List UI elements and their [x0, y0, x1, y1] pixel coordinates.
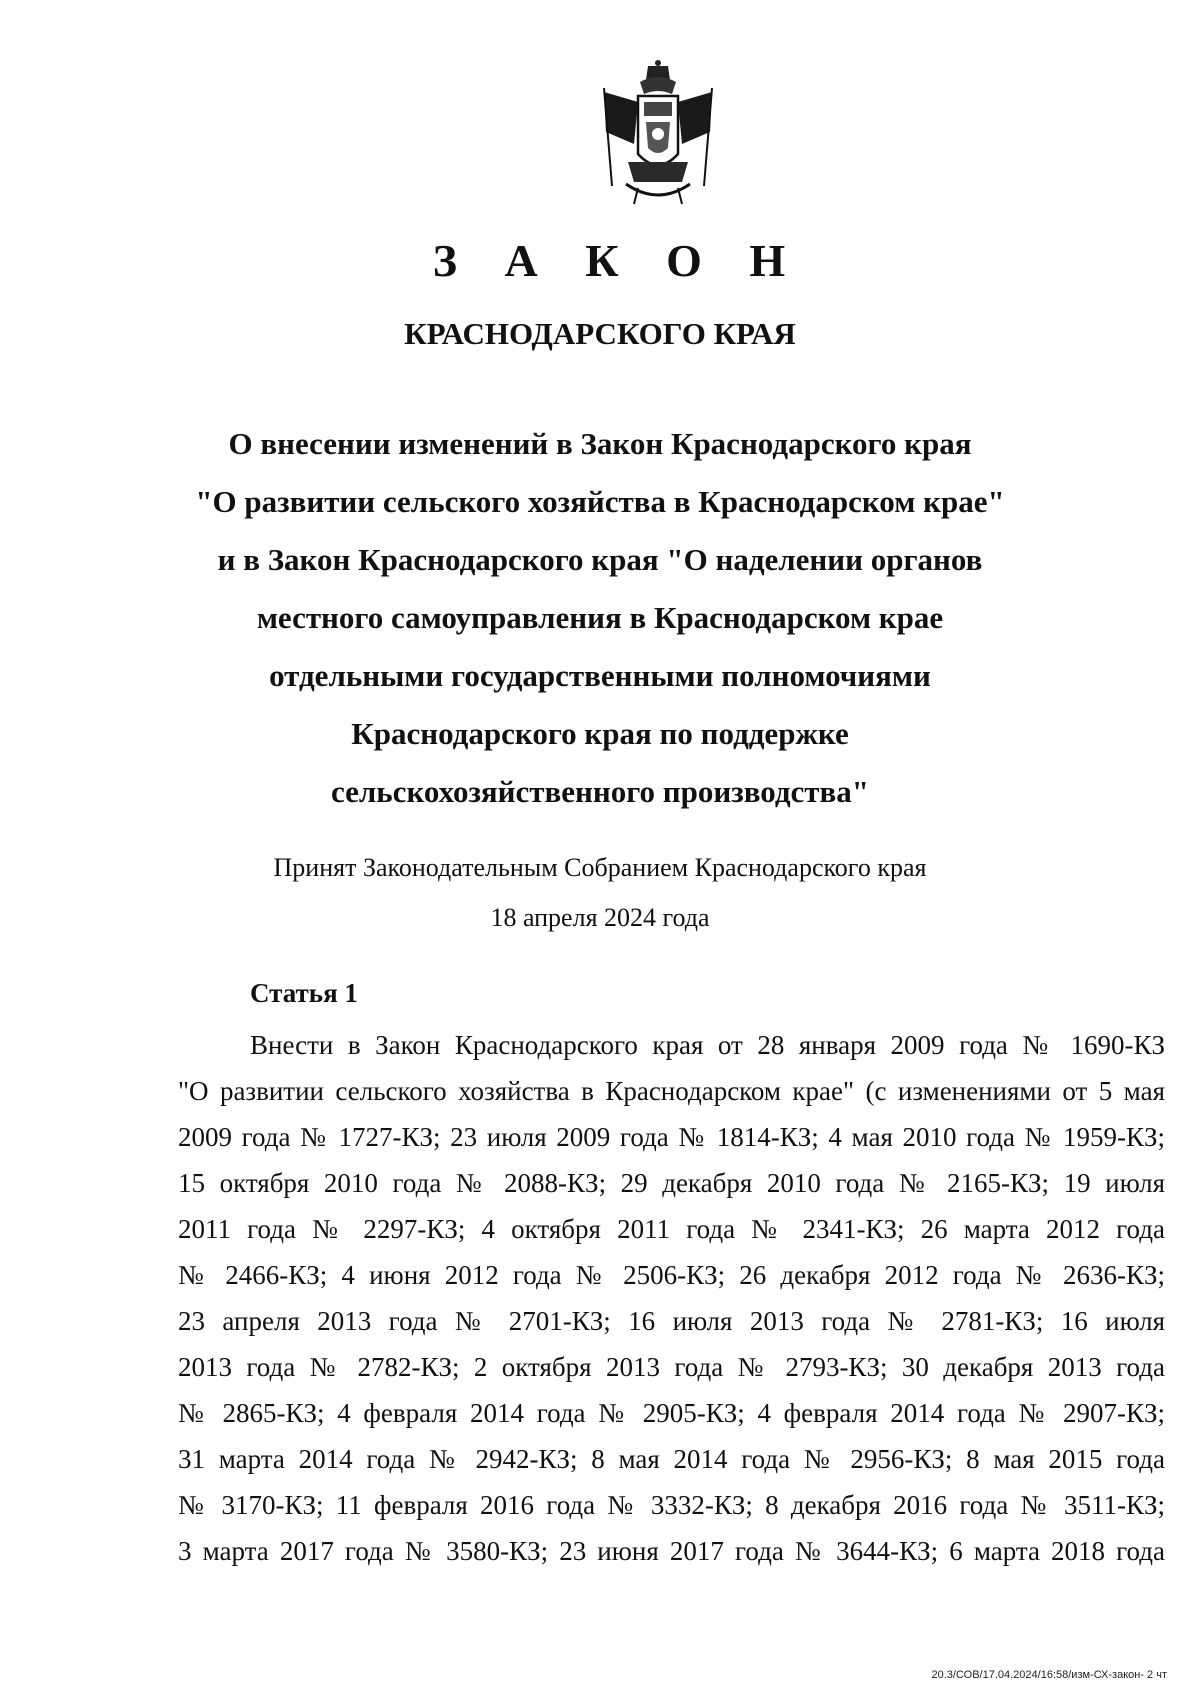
article-line: 31 марта 2014 года № 2942-КЗ; 8 мая 2014 года № 2956-КЗ; 8 мая 2015 года [178, 1444, 1165, 1474]
article-line: 15 октября 2010 года № 2088-КЗ; 29 декабря 2010 года № 2165-КЗ; 19 июля [178, 1168, 1165, 1198]
document-footer-code: 20.3/СОВ/17.04.2024/16:58/изм-СХ-закон- 2 чт [931, 1669, 1167, 1681]
article-line: № 2865-КЗ; 4 февраля 2014 года № 2905-КЗ; 4 февраля 2014 года № 2907-КЗ; [178, 1398, 1165, 1428]
subject-line: отдельными государственными полномочиями [269, 658, 931, 693]
article-line: 2009 года № 1727-КЗ; 23 июля 2009 года № 1814-КЗ; 4 мая 2010 года № 1959-КЗ; [178, 1122, 1165, 1152]
subject-line: "О развитии сельского хозяйства в Краснодарском крае" [195, 484, 1005, 519]
article-line: 23 апреля 2013 года № 2701-КЗ; 16 июля 2013 года № 2781-КЗ; 16 июля [178, 1306, 1165, 1336]
adoption-info [0, 843, 1200, 943]
subject-line: сельскохозяйственного производства" [331, 774, 869, 809]
article-line: 2013 года № 2782-КЗ; 2 октября 2013 года № 2793-КЗ; 30 декабря 2013 года [178, 1352, 1165, 1382]
article-line: № 2466-КЗ; 4 июня 2012 года № 2506-КЗ; 26 декабря 2012 года № 2636-КЗ; [178, 1260, 1165, 1290]
article-line: Внести в Закон Краснодарского края от 28 января 2009 года № 1690-КЗ [250, 1030, 1165, 1060]
region-title: КРАСНОДАРСКОГО КРАЯ [404, 316, 796, 351]
subject-line: местного самоуправления в Краснодарском крае [256, 600, 944, 635]
subject-line: Краснодарского края по поддержке [351, 716, 849, 751]
law-title: З А К О Н [432, 235, 804, 286]
coat-of-arms-icon [598, 58, 718, 208]
adopted-date: 18 апреля 2024 года [490, 903, 710, 932]
article-heading: Статья 1 [250, 978, 358, 1008]
subject-line: и в Закон Краснодарского края "О наделении органов [217, 542, 983, 577]
article-body [178, 1022, 1165, 1574]
adopted-by: Принят Законодательным Собранием Краснодарского края [273, 853, 927, 882]
subject-line: О внесении изменений в Закон Краснодарского края [228, 426, 972, 461]
law-subject [160, 415, 1040, 821]
article-line: "О развитии сельского хозяйства в Краснодарском крае" (с изменениями от 5 мая [178, 1076, 1165, 1106]
article-line: № 3170-КЗ; 11 февраля 2016 года № 3332-КЗ; 8 декабря 2016 года № 3511-КЗ; [178, 1490, 1165, 1520]
article-line: 3 марта 2017 года № 3580-КЗ; 23 июня 2017 года № 3644-КЗ; 6 марта 2018 года [178, 1536, 1165, 1566]
article-line: 2011 года № 2297-КЗ; 4 октября 2011 года № 2341-КЗ; 26 марта 2012 года [178, 1214, 1165, 1244]
